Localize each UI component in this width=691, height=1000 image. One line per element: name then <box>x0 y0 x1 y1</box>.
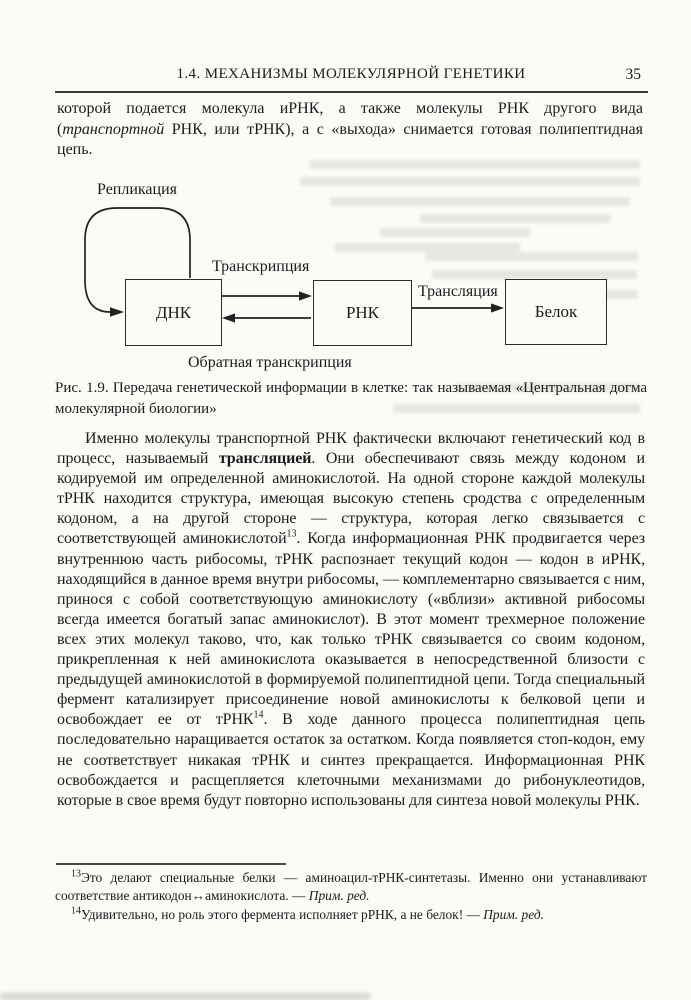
body-text: . Они обеспечивают связь между кодоном и кодируемой им определенной аминокислотой. На одной стороне каждой молекулы тРНК находится структура, имеющая высокую степень сродства с определенным кодоном, а на другой стороне — структура, которая легко связывается с соответствующей аминокислотой <box>57 450 645 548</box>
bold-term-translation: трансляцией <box>218 450 312 468</box>
body-text: . Когда информационная РНК продвигается через внутреннюю часть рибосомы, тРНК распознает текущий кодон — кодон в иРНК, находящийся в данное время внутри рибосомы, — комплементарно связывается с ним, принося с собой соответствующую аминокислоту («вблизи» активной рибосомы всегда имеется богатый запас аминокислот). В этот момент трехмерное положение всех этих молекул таково, что, как только тРНК связывается со своим кодоном, прикрепленная к ней аминокислота оказывается в непосредственной близости с предыдущей аминокислотой в формируемой полипептидной цепи. Тогда специальный фермент катализирует присоединение новой аминокислоты к белковой цепи и освобождает ее от тРНК <box>57 530 645 729</box>
footnotes-block <box>55 869 647 924</box>
bleedthrough-mark <box>425 252 638 261</box>
footnote-14-editor-note: Прим. ред. <box>483 906 544 922</box>
body-text: Именно молекулы транспортной РНК фактически включают генетический код в процесс, называемый <box>57 430 645 468</box>
footnote-separator <box>56 863 286 865</box>
translation-arrowhead <box>491 303 504 312</box>
header-rule <box>55 91 648 93</box>
footnote-13-editor-note: Прим. ред. <box>308 888 370 904</box>
footnote-13 <box>55 869 647 906</box>
bleedthrough-mark <box>300 177 640 186</box>
figure-caption: Рис. 1.9. Передача генетической информации в клетке: так называемая «Центральная догма молекулярной биологии» <box>55 380 647 417</box>
bleedthrough-mark <box>310 160 640 169</box>
intro-paragraph <box>57 99 643 161</box>
transcription-label: Транскрипция <box>212 258 310 275</box>
dna-box: ДНК <box>125 279 222 346</box>
footnote-14-marker: 14 <box>71 905 81 917</box>
bleedthrough-mark <box>420 214 610 223</box>
protein-box: Белок <box>505 279 607 345</box>
running-header <box>55 66 647 88</box>
footnote-14 <box>55 906 647 924</box>
footnote-ref-14: 14 <box>253 709 264 721</box>
intro-text: которой подается молекула иРНК, а также молекулы РНК другого вида ( <box>57 100 643 138</box>
footnote-13-marker: 13 <box>71 868 81 880</box>
translation-label: Трансляция <box>418 283 498 300</box>
bleedthrough-mark <box>380 228 530 237</box>
footnote-13-text: Это делают специальные белки — аминоацил-тРНК-синтетазы. Именно они устанавливают соответствие антикодон↔аминокислота. — <box>55 870 647 904</box>
main-paragraph <box>57 429 645 811</box>
bleedthrough-mark <box>330 197 630 206</box>
chapter-title: 1.4. МЕХАНИЗМЫ МОЛЕКУЛЯРНОЙ ГЕНЕТИКИ <box>176 66 526 82</box>
bleedthrough-mark <box>335 243 520 252</box>
reverse-transcription-label: Обратная транскрипция <box>188 354 352 371</box>
footnote-ref-13: 13 <box>286 529 297 541</box>
footnote-14-text: Удивительно, но роль этого фермента исполняет рРНК, а не белок! — <box>81 906 484 922</box>
rna-box: РНК <box>313 280 412 346</box>
intro-text: РНК, или тРНК), а с «выхода» снимается готовая полипептидная цепь. <box>57 120 643 158</box>
intro-italic-term: транспортной <box>62 120 165 138</box>
bleedthrough-mark <box>432 270 637 279</box>
transcription-arrowhead <box>299 291 312 300</box>
page-number: 35 <box>625 66 641 83</box>
replication-arrowhead <box>110 307 124 317</box>
reverse-transcription-arrowhead <box>222 313 235 322</box>
page-edge-shadow <box>0 993 370 1000</box>
body-text: . В ходе данного процесса полипептидная цепь последовательно наращивается остаток за остатком. Когда появляется стоп-кодон, ему не соответствует никакая тРНК и синтез прекращается. Информационная РНК освобождается и расщепляется клеточными механизмами до рибонуклеотидов, которые в свое время будут повторно использованы для синтеза новой молекулы РНК. <box>57 711 645 809</box>
replication-label: Репликация <box>97 181 178 198</box>
